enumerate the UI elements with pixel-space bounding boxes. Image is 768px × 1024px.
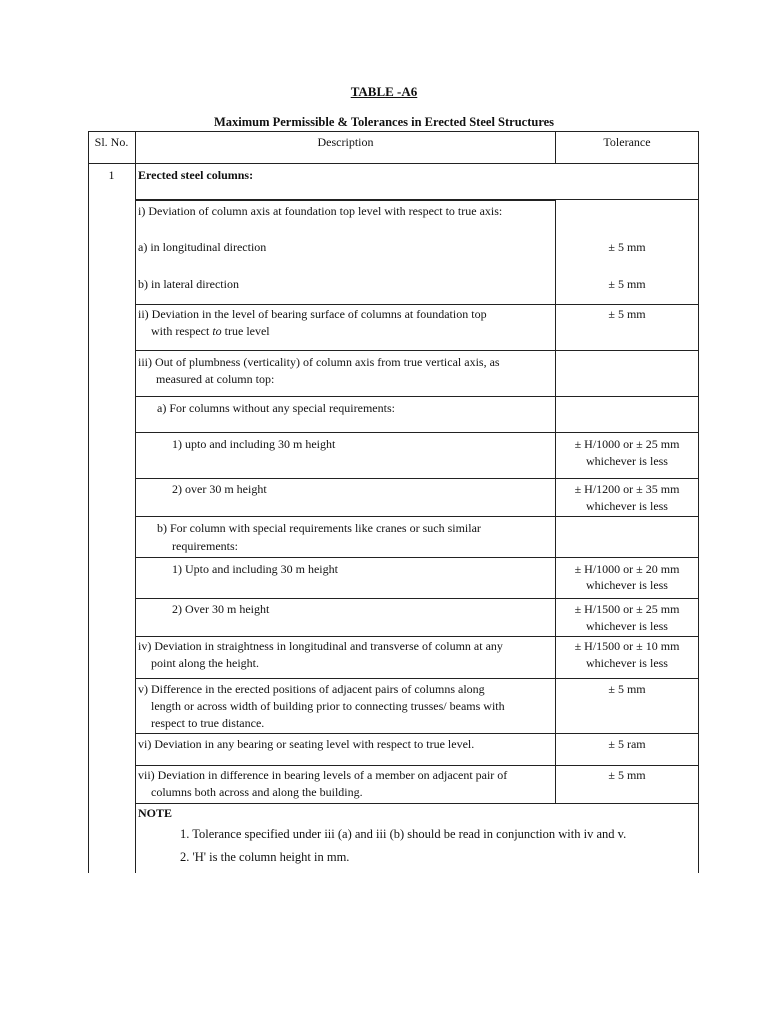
row-border <box>136 733 699 734</box>
row-border <box>136 200 555 201</box>
row-vi-line1: vi) Deviation in any bearing or seating level with respect to true level. <box>138 737 475 751</box>
row-border <box>136 304 699 305</box>
row-iii-b-line2: requirements: <box>172 539 238 553</box>
row-iv-line2: point along the height. <box>151 656 259 670</box>
row-vii-tolerance: ± 5 mm <box>608 768 646 782</box>
table-label: TABLE -A6 <box>350 84 418 99</box>
col-header-tolerance: Tolerance <box>603 135 651 149</box>
row-ii-tolerance: ± 5 mm <box>608 307 646 321</box>
row-iv-tolerance: ± H/1500 or ± 10 mm <box>574 639 680 653</box>
row-border <box>136 803 699 804</box>
row-vii-line1: vii) Deviation in difference in bearing levels of a member on adjacent pair of <box>138 768 508 782</box>
row-border <box>136 432 699 433</box>
table-top-border <box>88 131 699 132</box>
table-heading: Maximum Permissible & Tolerances in Erected Steel Structures <box>213 115 555 129</box>
note-heading: NOTE <box>138 806 173 820</box>
row-i-b: b) in lateral direction <box>138 277 239 291</box>
row-iii-b2: 2) Over 30 m height <box>172 602 270 616</box>
row-border <box>136 350 699 351</box>
row-border <box>136 678 699 679</box>
row-iii-a: a) For columns without any special requirements: <box>157 401 395 415</box>
row-v-line3: respect to true distance. <box>151 716 265 730</box>
row-iv-line1: iv) Deviation in straightness in longitudinal and transverse of column at any <box>138 639 503 653</box>
row-iii-a2-tolerance-note: whichever is less <box>586 499 668 513</box>
row-iii-a1-tolerance: ± H/1000 or ± 25 mm <box>574 437 680 451</box>
row-iii-b1-tolerance-note: whichever is less <box>586 578 668 592</box>
note-item-2: 2. 'H' is the column height in mm. <box>180 850 350 864</box>
row-border <box>136 557 699 558</box>
row-iii-b2-tolerance-note: whichever is less <box>586 619 668 633</box>
row-border <box>136 636 699 637</box>
table-right-border <box>698 131 699 873</box>
note-item-1: 1. Tolerance specified under iii (a) and iii (b) should be read in conjunction with iv and v. <box>180 827 627 841</box>
row-border <box>136 765 699 766</box>
section-title: Erected steel columns: <box>138 168 254 182</box>
row-iii-b1: 1) Upto and including 30 m height <box>172 562 338 576</box>
row-iii-line1: iii) Out of plumbness (verticality) of column axis from true vertical axis, as <box>138 355 500 369</box>
row-border <box>136 598 699 599</box>
row-iv-tolerance-note: whichever is less <box>586 656 668 670</box>
row-iii-a1-tolerance-note: whichever is less <box>586 454 668 468</box>
row-v-line1: v) Difference in the erected positions of adjacent pairs of columns along <box>138 682 485 696</box>
row-ii-line1: ii) Deviation in the level of bearing surface of columns at foundation top <box>138 307 487 321</box>
col-header-description: Description <box>317 135 374 149</box>
table-left-border <box>88 131 89 873</box>
row-iii-b1-tolerance: ± H/1000 or ± 20 mm <box>574 562 680 576</box>
row-border <box>136 516 699 517</box>
row-v-line2: length or across width of building prior to connecting trusses/ beams with <box>151 699 505 713</box>
row-i-a: a) in longitudinal direction <box>138 240 267 254</box>
row-iii-a2-tolerance: ± H/1200 or ± 35 mm <box>574 482 680 496</box>
row-iii-b2-tolerance: ± H/1500 or ± 25 mm <box>574 602 680 616</box>
col-header-slno: Sl. No. <box>94 135 129 149</box>
header-row-border <box>88 163 699 164</box>
row-ii-line2: with respect to true level <box>151 324 270 338</box>
row-i-a-tolerance: ± 5 mm <box>608 240 646 254</box>
row-i-heading: i) Deviation of column axis at foundation top level with respect to true axis: <box>138 204 503 218</box>
section-number: 1 <box>108 168 115 182</box>
row-border <box>136 478 699 479</box>
row-iii-a1: 1) upto and including 30 m height <box>172 437 336 451</box>
row-iii-b-line1: b) For column with special requirements like cranes or such similar <box>157 521 481 535</box>
row-v-tolerance: ± 5 mm <box>608 682 646 696</box>
row-i-b-tolerance: ± 5 mm <box>608 277 646 291</box>
row-border <box>136 396 699 397</box>
row-iii-a2: 2) over 30 m height <box>172 482 267 496</box>
slno-divider <box>135 131 136 873</box>
row-vii-line2: columns both across and along the building. <box>151 785 363 799</box>
row-iii-line2: measured at column top: <box>156 372 275 386</box>
row-vi-tolerance: ± 5 ram <box>608 737 646 751</box>
